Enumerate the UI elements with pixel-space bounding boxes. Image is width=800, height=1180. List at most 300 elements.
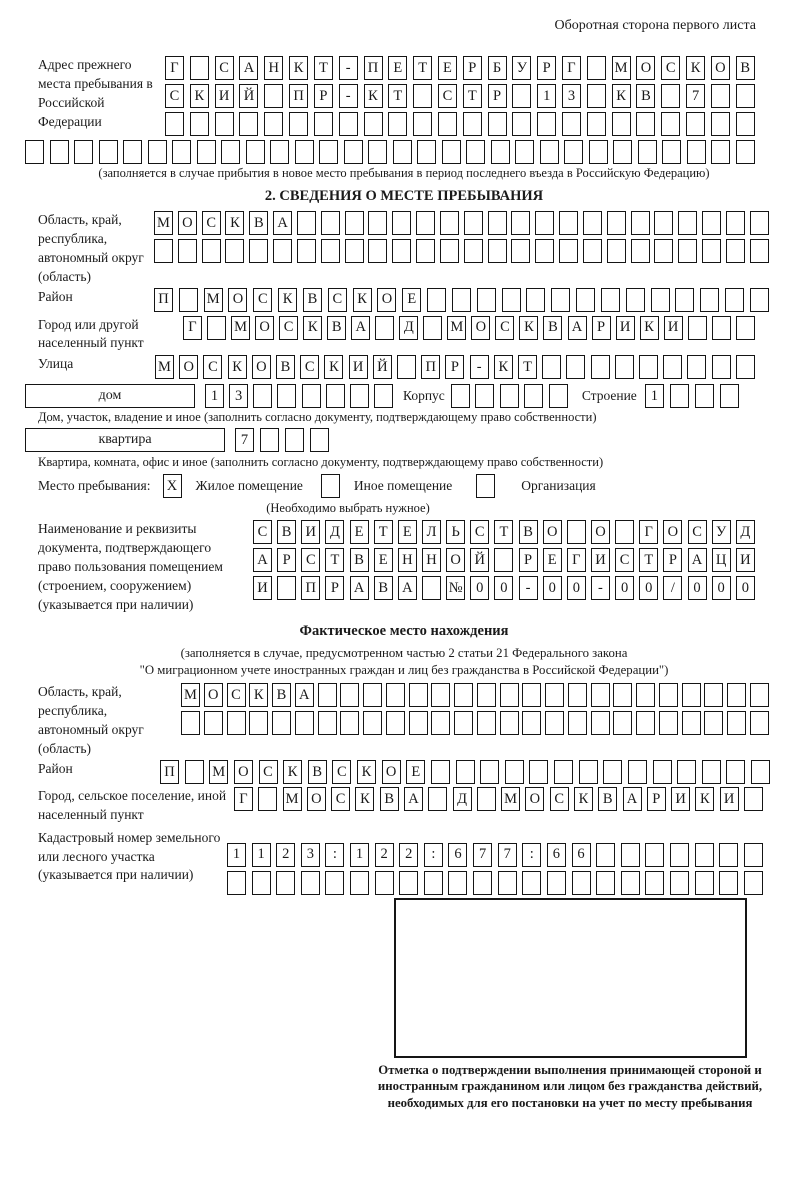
char-box[interactable]: С bbox=[470, 520, 489, 544]
char-box[interactable] bbox=[363, 711, 382, 735]
char-box[interactable]: К bbox=[519, 316, 538, 340]
char-box[interactable]: 1 bbox=[227, 843, 246, 867]
char-box[interactable] bbox=[409, 711, 428, 735]
char-box[interactable]: Р bbox=[314, 84, 333, 108]
char-box[interactable]: М bbox=[501, 787, 520, 811]
char-box[interactable]: А bbox=[688, 548, 707, 572]
char-box[interactable]: С bbox=[495, 316, 514, 340]
char-box[interactable] bbox=[505, 760, 524, 784]
char-box[interactable] bbox=[719, 843, 738, 867]
char-box[interactable] bbox=[654, 239, 673, 263]
char-box[interactable] bbox=[567, 520, 586, 544]
char-box[interactable] bbox=[587, 56, 606, 80]
char-box[interactable]: С bbox=[661, 56, 680, 80]
char-box[interactable]: Й bbox=[470, 548, 489, 572]
char-box[interactable]: Е bbox=[388, 56, 407, 80]
char-box[interactable] bbox=[297, 211, 316, 235]
char-box[interactable] bbox=[631, 239, 650, 263]
char-box[interactable]: 2 bbox=[276, 843, 295, 867]
char-box[interactable]: С bbox=[301, 548, 320, 572]
char-box[interactable] bbox=[215, 112, 234, 136]
char-box[interactable]: 1 bbox=[350, 843, 369, 867]
char-box[interactable]: 3 bbox=[301, 843, 320, 867]
char-box[interactable] bbox=[744, 871, 763, 895]
char-box[interactable] bbox=[386, 711, 405, 735]
char-box[interactable] bbox=[607, 239, 626, 263]
char-box[interactable]: С bbox=[227, 683, 246, 707]
char-box[interactable]: Т bbox=[388, 84, 407, 108]
char-box[interactable] bbox=[318, 711, 337, 735]
char-box[interactable] bbox=[397, 355, 416, 379]
char-box[interactable] bbox=[392, 211, 411, 235]
char-box[interactable]: В bbox=[350, 548, 369, 572]
char-box[interactable] bbox=[686, 112, 705, 136]
char-box[interactable] bbox=[535, 239, 554, 263]
char-box[interactable] bbox=[540, 140, 559, 164]
char-box[interactable] bbox=[440, 239, 459, 263]
char-box[interactable]: Р bbox=[463, 56, 482, 80]
char-box[interactable] bbox=[736, 140, 755, 164]
char-box[interactable] bbox=[621, 843, 640, 867]
char-box[interactable]: К bbox=[228, 355, 247, 379]
char-box[interactable] bbox=[678, 239, 697, 263]
char-box[interactable]: О bbox=[307, 787, 326, 811]
char-box[interactable]: В bbox=[736, 56, 755, 80]
char-box[interactable]: К bbox=[278, 288, 297, 312]
char-box[interactable] bbox=[670, 384, 689, 408]
char-box[interactable]: А bbox=[404, 787, 423, 811]
char-box[interactable]: И bbox=[720, 787, 739, 811]
char-box[interactable] bbox=[475, 384, 494, 408]
char-box[interactable]: И bbox=[301, 520, 320, 544]
char-box[interactable]: О bbox=[178, 211, 197, 235]
char-box[interactable]: Г bbox=[567, 548, 586, 572]
char-box[interactable] bbox=[750, 711, 769, 735]
char-box[interactable]: С bbox=[550, 787, 569, 811]
char-box[interactable] bbox=[340, 711, 359, 735]
char-box[interactable] bbox=[524, 384, 543, 408]
char-box[interactable]: Е bbox=[374, 548, 393, 572]
char-box[interactable] bbox=[712, 355, 731, 379]
char-box[interactable] bbox=[682, 711, 701, 735]
char-box[interactable] bbox=[417, 140, 436, 164]
char-box[interactable]: 3 bbox=[562, 84, 581, 108]
char-box[interactable] bbox=[587, 112, 606, 136]
char-box[interactable]: Л bbox=[422, 520, 441, 544]
char-box[interactable] bbox=[276, 871, 295, 895]
char-box[interactable]: Е bbox=[406, 760, 425, 784]
char-box[interactable]: О bbox=[543, 520, 562, 544]
char-box[interactable] bbox=[583, 239, 602, 263]
char-box[interactable] bbox=[277, 576, 296, 600]
char-box[interactable] bbox=[375, 871, 394, 895]
char-box[interactable] bbox=[589, 140, 608, 164]
char-box[interactable]: М bbox=[231, 316, 250, 340]
char-box[interactable] bbox=[511, 239, 530, 263]
char-box[interactable]: А bbox=[350, 576, 369, 600]
char-box[interactable]: Н bbox=[398, 548, 417, 572]
char-box[interactable] bbox=[511, 211, 530, 235]
char-box[interactable]: Т bbox=[325, 548, 344, 572]
char-box[interactable] bbox=[491, 140, 510, 164]
char-box[interactable] bbox=[424, 871, 443, 895]
char-box[interactable] bbox=[645, 843, 664, 867]
char-box[interactable] bbox=[682, 683, 701, 707]
char-box[interactable] bbox=[700, 288, 719, 312]
char-box[interactable] bbox=[454, 683, 473, 707]
char-box[interactable] bbox=[549, 384, 568, 408]
char-box[interactable]: 2 bbox=[399, 843, 418, 867]
char-box[interactable] bbox=[448, 871, 467, 895]
char-box[interactable]: Д bbox=[399, 316, 418, 340]
char-box[interactable]: 7 bbox=[498, 843, 517, 867]
char-box[interactable] bbox=[725, 288, 744, 312]
char-box[interactable] bbox=[639, 355, 658, 379]
char-box[interactable] bbox=[711, 84, 730, 108]
char-box[interactable]: П bbox=[421, 355, 440, 379]
char-box[interactable] bbox=[613, 683, 632, 707]
char-box[interactable]: С bbox=[328, 288, 347, 312]
char-box[interactable] bbox=[711, 112, 730, 136]
char-box[interactable]: М bbox=[155, 355, 174, 379]
char-box[interactable]: В bbox=[519, 520, 538, 544]
char-box[interactable] bbox=[695, 843, 714, 867]
char-box[interactable]: 0 bbox=[494, 576, 513, 600]
char-box[interactable] bbox=[297, 239, 316, 263]
char-box[interactable]: Д bbox=[453, 787, 472, 811]
char-box[interactable]: К bbox=[574, 787, 593, 811]
char-box[interactable] bbox=[368, 140, 387, 164]
char-box[interactable] bbox=[477, 683, 496, 707]
char-box[interactable]: 0 bbox=[470, 576, 489, 600]
char-box[interactable] bbox=[704, 711, 723, 735]
char-box[interactable] bbox=[670, 843, 689, 867]
char-box[interactable] bbox=[252, 871, 271, 895]
char-box[interactable] bbox=[413, 112, 432, 136]
char-box[interactable]: М bbox=[447, 316, 466, 340]
char-box[interactable] bbox=[626, 288, 645, 312]
char-box[interactable] bbox=[638, 140, 657, 164]
char-box[interactable]: У bbox=[512, 56, 531, 80]
char-box[interactable] bbox=[264, 84, 283, 108]
char-box[interactable]: О bbox=[204, 683, 223, 707]
char-box[interactable]: № bbox=[446, 576, 465, 600]
char-box[interactable]: 6 bbox=[547, 843, 566, 867]
char-box[interactable]: - bbox=[519, 576, 538, 600]
char-box[interactable] bbox=[285, 428, 304, 452]
char-box[interactable]: : bbox=[424, 843, 443, 867]
char-box[interactable]: О bbox=[591, 520, 610, 544]
char-box[interactable] bbox=[270, 140, 289, 164]
char-box[interactable] bbox=[431, 683, 450, 707]
char-box[interactable] bbox=[603, 760, 622, 784]
char-box[interactable] bbox=[319, 140, 338, 164]
char-box[interactable]: А bbox=[351, 316, 370, 340]
char-box[interactable] bbox=[631, 211, 650, 235]
char-box[interactable] bbox=[246, 140, 265, 164]
char-box[interactable]: А bbox=[398, 576, 417, 600]
char-box[interactable] bbox=[719, 871, 738, 895]
char-box[interactable] bbox=[350, 384, 369, 408]
char-box[interactable] bbox=[601, 288, 620, 312]
char-box[interactable]: О bbox=[711, 56, 730, 80]
char-box[interactable] bbox=[423, 316, 442, 340]
char-box[interactable]: И bbox=[215, 84, 234, 108]
char-box[interactable]: 2 bbox=[375, 843, 394, 867]
char-box[interactable] bbox=[711, 140, 730, 164]
char-box[interactable] bbox=[726, 760, 745, 784]
char-box[interactable]: 0 bbox=[736, 576, 755, 600]
char-box[interactable] bbox=[431, 760, 450, 784]
char-box[interactable] bbox=[392, 239, 411, 263]
char-box[interactable] bbox=[416, 211, 435, 235]
char-box[interactable] bbox=[185, 760, 204, 784]
char-box[interactable]: Т bbox=[314, 56, 333, 80]
char-box[interactable]: 3 bbox=[229, 384, 248, 408]
char-box[interactable] bbox=[295, 140, 314, 164]
char-box[interactable]: В bbox=[272, 683, 291, 707]
char-box[interactable] bbox=[702, 239, 721, 263]
char-box[interactable] bbox=[659, 711, 678, 735]
char-box[interactable]: Д bbox=[325, 520, 344, 544]
char-box[interactable] bbox=[726, 239, 745, 263]
char-box[interactable]: К bbox=[289, 56, 308, 80]
char-box[interactable] bbox=[613, 140, 632, 164]
char-box[interactable]: В bbox=[327, 316, 346, 340]
char-box[interactable] bbox=[374, 384, 393, 408]
char-box[interactable] bbox=[50, 140, 69, 164]
char-box[interactable] bbox=[636, 711, 655, 735]
char-box[interactable] bbox=[181, 711, 200, 735]
char-box[interactable] bbox=[687, 355, 706, 379]
char-box[interactable]: Т bbox=[463, 84, 482, 108]
char-box[interactable] bbox=[416, 239, 435, 263]
char-box[interactable] bbox=[172, 140, 191, 164]
char-box[interactable] bbox=[542, 355, 561, 379]
char-box[interactable] bbox=[612, 112, 631, 136]
char-box[interactable]: О bbox=[382, 760, 401, 784]
char-box[interactable] bbox=[456, 760, 475, 784]
char-box[interactable]: С bbox=[300, 355, 319, 379]
char-box[interactable] bbox=[695, 871, 714, 895]
char-box[interactable]: И bbox=[616, 316, 635, 340]
char-box[interactable] bbox=[428, 787, 447, 811]
char-box[interactable]: Р bbox=[647, 787, 666, 811]
char-box[interactable] bbox=[500, 384, 519, 408]
char-box[interactable] bbox=[675, 288, 694, 312]
char-box[interactable] bbox=[545, 711, 564, 735]
char-box[interactable] bbox=[568, 711, 587, 735]
char-box[interactable] bbox=[388, 112, 407, 136]
char-box[interactable] bbox=[364, 112, 383, 136]
char-box[interactable]: В bbox=[276, 355, 295, 379]
char-box[interactable] bbox=[587, 84, 606, 108]
char-box[interactable] bbox=[190, 56, 209, 80]
char-box[interactable]: - bbox=[339, 84, 358, 108]
char-box[interactable]: - bbox=[470, 355, 489, 379]
char-box[interactable]: С bbox=[615, 548, 634, 572]
char-box[interactable] bbox=[559, 211, 578, 235]
char-box[interactable] bbox=[564, 140, 583, 164]
char-box[interactable] bbox=[662, 140, 681, 164]
char-box[interactable] bbox=[345, 239, 364, 263]
char-box[interactable]: Т bbox=[374, 520, 393, 544]
checkbox[interactable] bbox=[476, 474, 495, 498]
char-box[interactable] bbox=[442, 140, 461, 164]
char-box[interactable]: 0 bbox=[639, 576, 658, 600]
char-box[interactable] bbox=[568, 683, 587, 707]
char-box[interactable]: Т bbox=[494, 520, 513, 544]
char-box[interactable]: Р bbox=[519, 548, 538, 572]
char-box[interactable]: 7 bbox=[686, 84, 705, 108]
char-box[interactable]: С bbox=[165, 84, 184, 108]
char-box[interactable]: 1 bbox=[645, 384, 664, 408]
char-box[interactable] bbox=[551, 288, 570, 312]
char-box[interactable]: К bbox=[357, 760, 376, 784]
char-box[interactable]: В bbox=[277, 520, 296, 544]
char-box[interactable]: : bbox=[325, 843, 344, 867]
char-box[interactable] bbox=[253, 384, 272, 408]
char-box[interactable]: М bbox=[154, 211, 173, 235]
char-box[interactable]: Г bbox=[165, 56, 184, 80]
char-box[interactable]: А bbox=[623, 787, 642, 811]
char-box[interactable] bbox=[99, 140, 118, 164]
char-box[interactable] bbox=[413, 84, 432, 108]
char-box[interactable]: Е bbox=[350, 520, 369, 544]
char-box[interactable] bbox=[566, 355, 585, 379]
char-box[interactable]: О bbox=[636, 56, 655, 80]
char-box[interactable] bbox=[579, 760, 598, 784]
char-box[interactable] bbox=[480, 760, 499, 784]
char-box[interactable]: О bbox=[252, 355, 271, 379]
char-box[interactable]: К bbox=[695, 787, 714, 811]
char-box[interactable] bbox=[422, 576, 441, 600]
char-box[interactable] bbox=[750, 239, 769, 263]
char-box[interactable] bbox=[500, 683, 519, 707]
char-box[interactable] bbox=[314, 112, 333, 136]
char-box[interactable]: А bbox=[568, 316, 587, 340]
char-box[interactable] bbox=[454, 711, 473, 735]
char-box[interactable]: С bbox=[203, 355, 222, 379]
char-box[interactable]: В bbox=[636, 84, 655, 108]
char-box[interactable]: А bbox=[253, 548, 272, 572]
char-box[interactable] bbox=[607, 211, 626, 235]
char-box[interactable]: В bbox=[374, 576, 393, 600]
char-box[interactable] bbox=[451, 384, 470, 408]
char-box[interactable]: М bbox=[204, 288, 223, 312]
char-box[interactable]: Н bbox=[264, 56, 283, 80]
char-box[interactable]: О bbox=[234, 760, 253, 784]
char-box[interactable] bbox=[636, 683, 655, 707]
char-box[interactable] bbox=[678, 211, 697, 235]
char-box[interactable] bbox=[301, 871, 320, 895]
char-box[interactable]: Й bbox=[373, 355, 392, 379]
char-box[interactable]: П bbox=[364, 56, 383, 80]
checkbox[interactable]: X bbox=[163, 474, 182, 498]
char-box[interactable]: В bbox=[249, 211, 268, 235]
char-box[interactable]: И bbox=[349, 355, 368, 379]
char-box[interactable] bbox=[368, 239, 387, 263]
char-box[interactable] bbox=[515, 140, 534, 164]
char-box[interactable]: О bbox=[471, 316, 490, 340]
char-box[interactable] bbox=[249, 711, 268, 735]
char-box[interactable]: 6 bbox=[448, 843, 467, 867]
char-box[interactable] bbox=[512, 84, 531, 108]
char-box[interactable]: А bbox=[295, 683, 314, 707]
char-box[interactable]: Р bbox=[488, 84, 507, 108]
char-box[interactable]: Р bbox=[325, 576, 344, 600]
char-box[interactable]: С bbox=[253, 520, 272, 544]
char-box[interactable]: 0 bbox=[688, 576, 707, 600]
char-box[interactable]: С bbox=[279, 316, 298, 340]
char-box[interactable] bbox=[720, 384, 739, 408]
char-box[interactable]: К bbox=[640, 316, 659, 340]
char-box[interactable] bbox=[498, 871, 517, 895]
char-box[interactable] bbox=[321, 239, 340, 263]
char-box[interactable] bbox=[663, 355, 682, 379]
char-box[interactable] bbox=[628, 760, 647, 784]
char-box[interactable] bbox=[559, 239, 578, 263]
char-box[interactable] bbox=[613, 711, 632, 735]
char-box[interactable]: О bbox=[663, 520, 682, 544]
char-box[interactable]: О bbox=[255, 316, 274, 340]
char-box[interactable]: : bbox=[522, 843, 541, 867]
char-box[interactable]: Г bbox=[562, 56, 581, 80]
char-box[interactable] bbox=[659, 683, 678, 707]
char-box[interactable] bbox=[583, 211, 602, 235]
char-box[interactable]: Е bbox=[402, 288, 421, 312]
char-box[interactable]: Т bbox=[639, 548, 658, 572]
char-box[interactable]: В bbox=[543, 316, 562, 340]
char-box[interactable]: Н bbox=[422, 548, 441, 572]
char-box[interactable]: К bbox=[283, 760, 302, 784]
char-box[interactable]: Ь bbox=[446, 520, 465, 544]
char-box[interactable] bbox=[225, 239, 244, 263]
char-box[interactable]: П bbox=[160, 760, 179, 784]
char-box[interactable] bbox=[165, 112, 184, 136]
char-box[interactable] bbox=[466, 140, 485, 164]
char-box[interactable] bbox=[736, 316, 755, 340]
char-box[interactable] bbox=[477, 787, 496, 811]
char-box[interactable] bbox=[178, 239, 197, 263]
char-box[interactable]: Ц bbox=[712, 548, 731, 572]
char-box[interactable]: И bbox=[736, 548, 755, 572]
char-box[interactable] bbox=[562, 112, 581, 136]
char-box[interactable]: / bbox=[663, 576, 682, 600]
char-box[interactable]: П bbox=[154, 288, 173, 312]
char-box[interactable] bbox=[645, 871, 664, 895]
char-box[interactable]: М bbox=[283, 787, 302, 811]
char-box[interactable] bbox=[452, 288, 471, 312]
char-box[interactable]: Е bbox=[398, 520, 417, 544]
char-box[interactable] bbox=[727, 711, 746, 735]
char-box[interactable] bbox=[654, 211, 673, 235]
char-box[interactable]: Е bbox=[438, 56, 457, 80]
char-box[interactable]: К bbox=[353, 288, 372, 312]
char-box[interactable]: С bbox=[331, 787, 350, 811]
char-box[interactable]: О bbox=[179, 355, 198, 379]
char-box[interactable] bbox=[688, 316, 707, 340]
char-box[interactable] bbox=[653, 760, 672, 784]
char-box[interactable] bbox=[750, 211, 769, 235]
char-box[interactable]: И bbox=[591, 548, 610, 572]
char-box[interactable]: К bbox=[364, 84, 383, 108]
char-box[interactable]: 0 bbox=[615, 576, 634, 600]
char-box[interactable] bbox=[494, 548, 513, 572]
char-box[interactable]: О bbox=[525, 787, 544, 811]
char-box[interactable] bbox=[545, 683, 564, 707]
char-box[interactable] bbox=[661, 84, 680, 108]
